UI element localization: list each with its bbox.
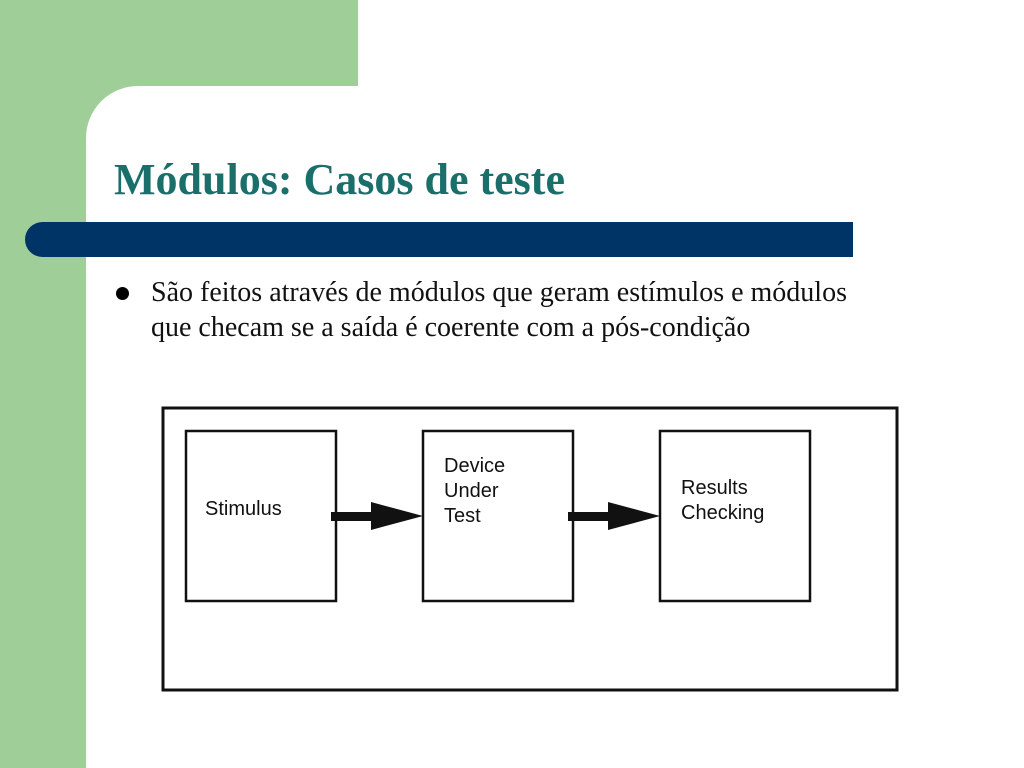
bullet-text: São feitos através de módulos que geram estímulos e módulos que checam se a saída é coerente com a pós-condição (151, 277, 847, 343)
results-checking-label-line-1: Results (681, 477, 748, 499)
arrow-device-to-results (568, 502, 660, 530)
bullet-icon (116, 287, 129, 300)
arrow-stimulus-to-device (331, 502, 423, 530)
title-underline-bar (25, 222, 853, 257)
test-harness-diagram (161, 406, 899, 692)
device-under-test-label-line-1: Device (444, 455, 506, 477)
device-under-test-label-line-3: Test (444, 505, 481, 527)
device-under-test-label-line-2: Under (444, 480, 499, 502)
slide-title: Módulos: Casos de teste (114, 155, 565, 204)
stimulus-label: Stimulus (205, 498, 282, 520)
results-checking-label-line-2: Checking (681, 502, 765, 524)
